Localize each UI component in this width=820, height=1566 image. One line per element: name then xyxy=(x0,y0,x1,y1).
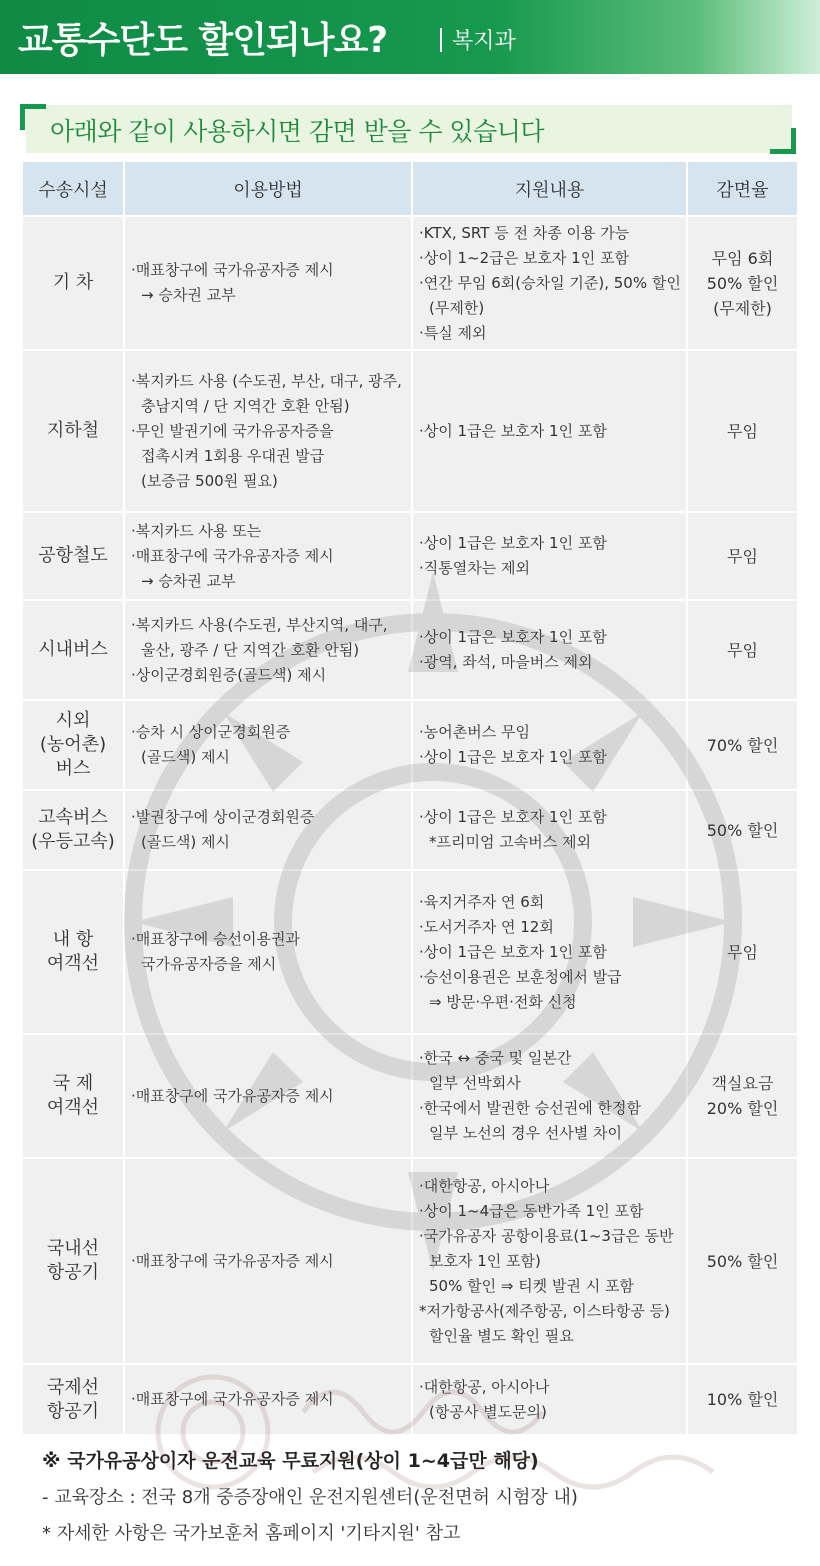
facility-cell xyxy=(23,870,124,1034)
support-line: ·상이 1급은 보호자 1인 포함 xyxy=(419,421,607,440)
discount-table xyxy=(23,162,797,1434)
support-line: ·상이 1~4급은 동반가족 1인 포함 xyxy=(419,1201,644,1220)
rate-cell xyxy=(687,1364,797,1434)
rate-cell xyxy=(687,1158,797,1364)
method-line: → 승차권 교부 xyxy=(141,286,236,304)
method-cell xyxy=(124,512,412,600)
support-line: *저가항공사(제주항공, 이스타항공 등) xyxy=(419,1301,670,1320)
support-line: 일부 노선의 경우 선사별 차이 xyxy=(429,1124,622,1142)
facility-line: 지하철 xyxy=(46,420,100,441)
support-line: 할인율 별도 확인 필요 xyxy=(429,1326,574,1345)
table-row xyxy=(23,350,797,512)
facility-line: 내 항 xyxy=(52,929,94,950)
support-line: ·농어촌버스 무임 xyxy=(419,723,530,741)
facility-line: 공항철도 xyxy=(38,545,108,566)
support-line: ⇒ 방문·우편·전화 신청 xyxy=(429,992,577,1011)
facility-line: 국 제 xyxy=(52,1073,94,1094)
rate-cell xyxy=(687,870,797,1034)
method-line: ·매표창구에 승선이용권과 xyxy=(131,930,300,948)
method-cell xyxy=(124,1364,412,1434)
method-line: 충남지역 / 단 지역간 호환 안됨) xyxy=(141,396,350,415)
rate-cell xyxy=(687,1034,797,1158)
header-divider xyxy=(440,28,442,52)
support-line: ·상이 1급은 보호자 1인 포함 xyxy=(419,748,607,766)
facility-line: 항공기 xyxy=(46,1262,100,1283)
facility-cell xyxy=(23,1034,124,1158)
support-cell xyxy=(412,216,687,350)
method-cell xyxy=(124,600,412,700)
method-line: ·매표창구에 국가유공자증 제시 xyxy=(131,261,334,279)
discount-table-wrapper xyxy=(23,162,797,1434)
support-line: 보호자 1인 포함) xyxy=(429,1251,541,1270)
support-cell xyxy=(412,870,687,1034)
table-row xyxy=(23,216,797,350)
table-row xyxy=(23,700,797,790)
facility-line: 기 차 xyxy=(52,272,94,293)
method-line: 울산, 광주 / 단 지역간 호환 안됨) xyxy=(141,640,360,659)
facility-cell xyxy=(23,512,124,600)
method-cell xyxy=(124,1034,412,1158)
support-line: (항공사 별도문의) xyxy=(429,1402,547,1421)
support-cell xyxy=(412,1034,687,1158)
method-cell xyxy=(124,870,412,1034)
corner-bracket-top-left xyxy=(20,104,46,130)
method-cell xyxy=(124,1158,412,1364)
support-cell xyxy=(412,1158,687,1364)
support-line: *프리미엄 고속버스 제외 xyxy=(429,833,591,851)
facility-cell xyxy=(23,790,124,870)
support-line: ·상이 1급은 보호자 1인 포함 xyxy=(419,628,607,646)
method-cell xyxy=(124,700,412,790)
support-line: 50% 할인 ⇒ 티켓 발권 시 포함 xyxy=(429,1276,634,1295)
support-line: ·상이 1급은 보호자 1인 포함 xyxy=(419,808,607,826)
table-row xyxy=(23,790,797,870)
rate-cell xyxy=(687,600,797,700)
rate-line: (무제한) xyxy=(713,298,772,318)
note-education-location: - 교육장소 : 전국 8개 중증장애인 운전지원센터(운전면허 시험장 내) xyxy=(42,1487,578,1508)
facility-line: 항공기 xyxy=(46,1400,100,1422)
facility-line: 시외 xyxy=(55,710,91,731)
rate-line: 70% 할인 xyxy=(706,735,779,755)
header-rate: 감면율 xyxy=(687,162,797,216)
method-line: ·무인 발권기에 국가유공자증을 xyxy=(131,421,334,440)
facility-cell xyxy=(23,700,124,790)
facility-line: 국제선 xyxy=(46,1376,100,1398)
header-support: 지원내용 xyxy=(412,162,687,216)
support-line: ·육지거주자 연 6회 xyxy=(419,892,545,911)
page-title: 교통수단도 할인되나요? xyxy=(18,20,388,61)
method-line: ·상이군경회원증(골드색) 제시 xyxy=(131,665,327,684)
facility-line: (농어촌) xyxy=(39,734,107,755)
table-row xyxy=(23,1034,797,1158)
table-row xyxy=(23,1158,797,1364)
rate-line: 10% 할인 xyxy=(706,1390,779,1409)
facility-cell xyxy=(23,1364,124,1434)
rate-line: 20% 할인 xyxy=(706,1099,779,1118)
rate-cell xyxy=(687,790,797,870)
support-line: (무제한) xyxy=(429,298,485,317)
method-cell xyxy=(124,216,412,350)
support-line: ·KTX, SRT 등 전 차종 이용 가능 xyxy=(419,223,630,242)
table-body xyxy=(23,216,797,1434)
facility-cell xyxy=(23,1158,124,1364)
support-line: 일부 선박회사 xyxy=(429,1074,521,1092)
support-cell xyxy=(412,700,687,790)
support-line: ·특실 제외 xyxy=(419,323,487,342)
support-line: ·승선이용권은 보훈청에서 발급 xyxy=(419,967,622,986)
method-cell xyxy=(124,790,412,870)
rate-line: 50% 할인 xyxy=(706,273,779,293)
facility-line: 국내선 xyxy=(46,1238,100,1259)
method-cell xyxy=(124,350,412,512)
rate-line: 무임 xyxy=(727,546,758,566)
support-cell xyxy=(412,600,687,700)
table-row xyxy=(23,1364,797,1434)
table-header-row xyxy=(23,162,797,216)
footer-notes xyxy=(42,1446,578,1545)
support-line: ·상이 1급은 보호자 1인 포함 xyxy=(419,942,607,961)
facility-line: (우등고속) xyxy=(31,831,115,852)
facility-line: 버스 xyxy=(55,758,91,779)
rate-line: 50% 할인 xyxy=(706,820,779,840)
method-line: ·매표창구에 국가유공자증 제시 xyxy=(131,1086,334,1105)
method-line: ·복지카드 사용 또는 xyxy=(131,521,262,540)
rate-line: 무임 xyxy=(727,640,758,660)
page-header xyxy=(0,0,820,74)
support-line: ·상이 1~2급은 보호자 1인 포함 xyxy=(419,248,629,267)
subtitle-text: 아래와 같이 사용하시면 감면 받을 수 있습니다 xyxy=(50,117,545,146)
table-row xyxy=(23,870,797,1034)
support-cell xyxy=(412,350,687,512)
support-line: ·한국에서 발권한 승선권에 한정함 xyxy=(419,1099,641,1117)
method-line: ·매표창구에 국가유공자증 제시 xyxy=(131,1251,334,1270)
rate-line: 무임 xyxy=(727,421,758,441)
method-line: 국가유공자증을 제시 xyxy=(141,955,277,973)
facility-cell xyxy=(23,600,124,700)
facility-line: 고속버스 xyxy=(38,807,108,828)
method-line: → 승차권 교부 xyxy=(141,571,236,590)
support-line: ·대한항공, 아시아나 xyxy=(419,1377,550,1396)
facility-line: 여객선 xyxy=(46,953,100,974)
method-line: ·복지카드 사용(수도권, 부산지역, 대구, xyxy=(131,615,388,634)
method-line: ·발권창구에 상이군경회원증 xyxy=(131,808,315,826)
department-label: 복지과 xyxy=(452,29,516,54)
rate-line: 50% 할인 xyxy=(706,1251,779,1271)
support-line: ·도서거주자 연 12회 xyxy=(419,917,554,936)
support-line: ·한국 ↔ 중국 및 일본간 xyxy=(419,1049,572,1067)
corner-bracket-bottom-right xyxy=(770,128,796,154)
support-cell xyxy=(412,512,687,600)
support-cell xyxy=(412,790,687,870)
header-method: 이용방법 xyxy=(124,162,412,216)
rate-line: 객실요금 xyxy=(711,1074,774,1093)
support-line: ·국가유공자 공항이용료(1~3급은 동반 xyxy=(419,1226,674,1245)
method-line: (보증금 500원 필요) xyxy=(141,471,278,490)
table-row xyxy=(23,512,797,600)
method-line: ·매표창구에 국가유공자증 제시 xyxy=(131,1390,334,1408)
facility-line: 여객선 xyxy=(46,1097,100,1118)
method-line: ·매표창구에 국가유공자증 제시 xyxy=(131,546,334,565)
rate-line: 무임 6회 xyxy=(711,248,774,268)
method-line: (골드색) 제시 xyxy=(141,833,230,851)
support-line: ·상이 1급은 보호자 1인 포함 xyxy=(419,534,607,552)
method-line: ·복지카드 사용 (수도권, 부산, 대구, 광주, xyxy=(131,371,402,390)
facility-cell xyxy=(23,216,124,350)
method-line: 접촉시켜 1회용 우대권 발급 xyxy=(141,446,325,465)
rate-cell xyxy=(687,512,797,600)
rate-cell xyxy=(687,350,797,512)
support-line: ·대한항공, 아시아나 xyxy=(419,1176,550,1195)
rate-cell xyxy=(687,216,797,350)
support-line: ·직통열차는 제외 xyxy=(419,559,530,577)
table-row xyxy=(23,600,797,700)
facility-line: 시내버스 xyxy=(38,639,108,660)
support-line: ·연간 무임 6회(승차일 기준), 50% 할인 xyxy=(419,273,681,292)
header-facility: 수송시설 xyxy=(23,162,124,216)
note-reference: * 자세한 사항은 국가보훈처 홈페이지 '기타지원' 참고 xyxy=(42,1523,461,1544)
method-line: ·승차 시 상이군경회원증 xyxy=(131,723,291,741)
support-cell xyxy=(412,1364,687,1434)
note-driving-education: ※ 국가유공상이자 운전교육 무료지원(상이 1~4급만 해당) xyxy=(42,1450,539,1472)
method-line: (골드색) 제시 xyxy=(141,748,230,766)
rate-cell xyxy=(687,700,797,790)
facility-cell xyxy=(23,350,124,512)
support-line: ·광역, 좌석, 마을버스 제외 xyxy=(419,653,593,671)
rate-line: 무임 xyxy=(727,942,758,962)
